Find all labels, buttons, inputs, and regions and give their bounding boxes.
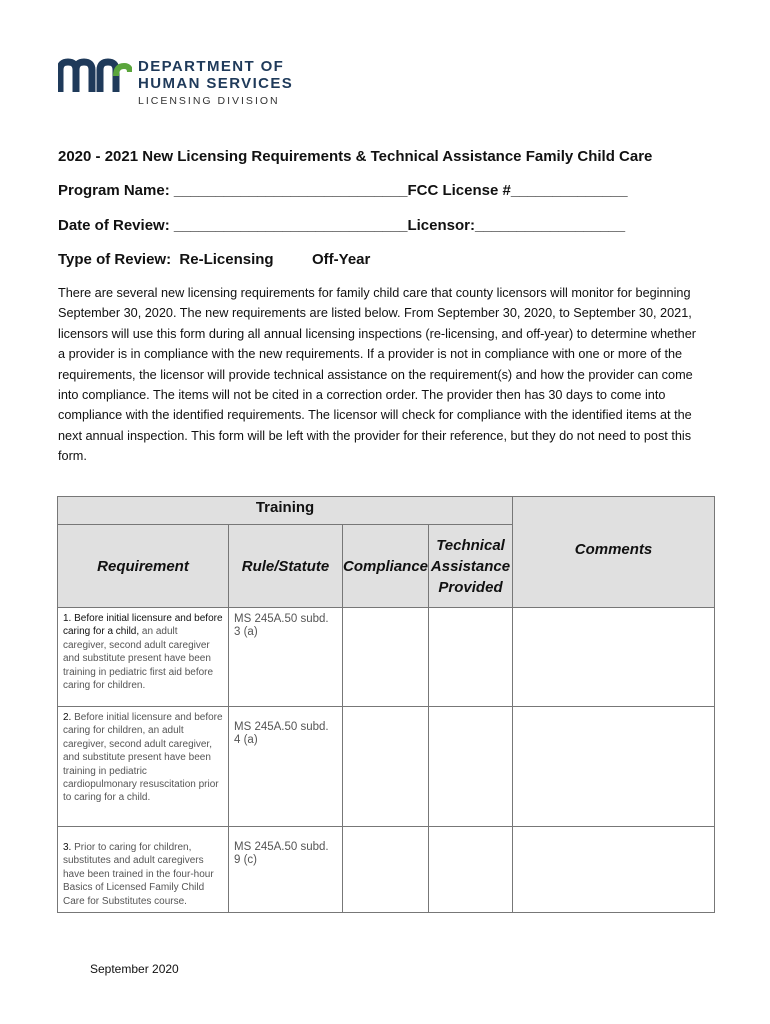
comments-cell[interactable] [513, 707, 715, 827]
document-title: 2020 - 2021 New Licensing Requirements & Technical Assistance Family Child Care [58, 148, 653, 165]
technical-assistance-header: Technical Assistance Provided [429, 525, 513, 608]
org-name-line2: HUMAN SERVICES [138, 75, 294, 92]
requirement-lead: 1. Before initial licensure and before caring for a child, [63, 613, 223, 638]
technical-assistance-cell[interactable] [429, 707, 513, 827]
table-row [58, 707, 715, 827]
requirement-header: Requirement [58, 525, 229, 608]
rule-cell: MS 245A.50 subd. 4 (a) [229, 707, 343, 827]
org-division: LICENSING DIVISION [138, 95, 280, 107]
dhs-logo [58, 58, 318, 108]
table-row [58, 827, 715, 913]
requirement-cell [58, 707, 229, 827]
requirement-cell [58, 827, 229, 913]
requirements-table [57, 496, 715, 913]
intro-paragraph: There are several new licensing requirements for family child care that county licensors will monitor for beginning September 30, 2020. The new requirements are listed below. From September 30, 2020, to September 30, 2021, licensors will use this form during all annual licensing inspections (re-licensing, and off-year) to determine whether a provider is in compliance with the new requirements. If a provider is not in compliance with one or more of the requirements, the licensor will provide technical assistance on the requirement(s) and how the provider can come into compliance. The items will not be cited in a correction order. The provider then has 30 days to come into compliance with the identified requirements. The licensor will check for compliance with the identified items at the next annual inspection. This form will be left with the provider for their reference, but they do not need to post this form. [58, 286, 696, 464]
comments-cell[interactable] [513, 827, 715, 913]
compliance-header: Compliance [343, 525, 429, 608]
comments-cell[interactable] [513, 608, 715, 707]
rule-cell: MS 245A.50 subd. 3 (a) [229, 608, 343, 707]
date-of-review-line: Date of Review: ____________________________Licensor:__________________ [58, 217, 626, 234]
requirement-cell [58, 608, 229, 707]
review-option-off-year: Off-Year [312, 251, 371, 268]
rule-statute-header: Rule/Statute [229, 525, 343, 608]
requirement-lead: 2. [63, 712, 72, 723]
program-name-line: Program Name: ____________________________FCC License #______________ [58, 182, 628, 199]
table-row [58, 608, 715, 707]
compliance-cell[interactable] [343, 608, 429, 707]
requirement-text: Before initial licensure and before caring for children, an adult caregiver, second adult caregiver, and substitute present have been training in pediatric cardiopulmonary resuscitation prior to caring for a child. [63, 712, 223, 804]
compliance-cell[interactable] [343, 707, 429, 827]
comments-header: Comments [513, 497, 715, 608]
compliance-cell[interactable] [343, 827, 429, 913]
org-name-line1: DEPARTMENT OF [138, 58, 285, 75]
technical-assistance-cell[interactable] [429, 608, 513, 707]
requirement-text: an adult caregiver, second adult caregiver and substitute present have been training in pediatric first aid before caring for children. [63, 626, 214, 692]
technical-assistance-cell[interactable] [429, 827, 513, 913]
training-group-header: Training [58, 497, 513, 525]
footer-date: September 2020 [90, 962, 179, 976]
mn-logo-icon [58, 58, 132, 94]
rule-cell: MS 245A.50 subd. 9 (c) [229, 827, 343, 913]
requirement-text: Prior to caring for children, substitutes and adult caregivers have been trained in the four-hour Basics of Licensed Family Child Care for Substitutes course. [63, 842, 214, 907]
requirement-lead: 3. [63, 842, 72, 853]
type-of-review-line: Type of Review: Re-Licensing [58, 251, 274, 268]
